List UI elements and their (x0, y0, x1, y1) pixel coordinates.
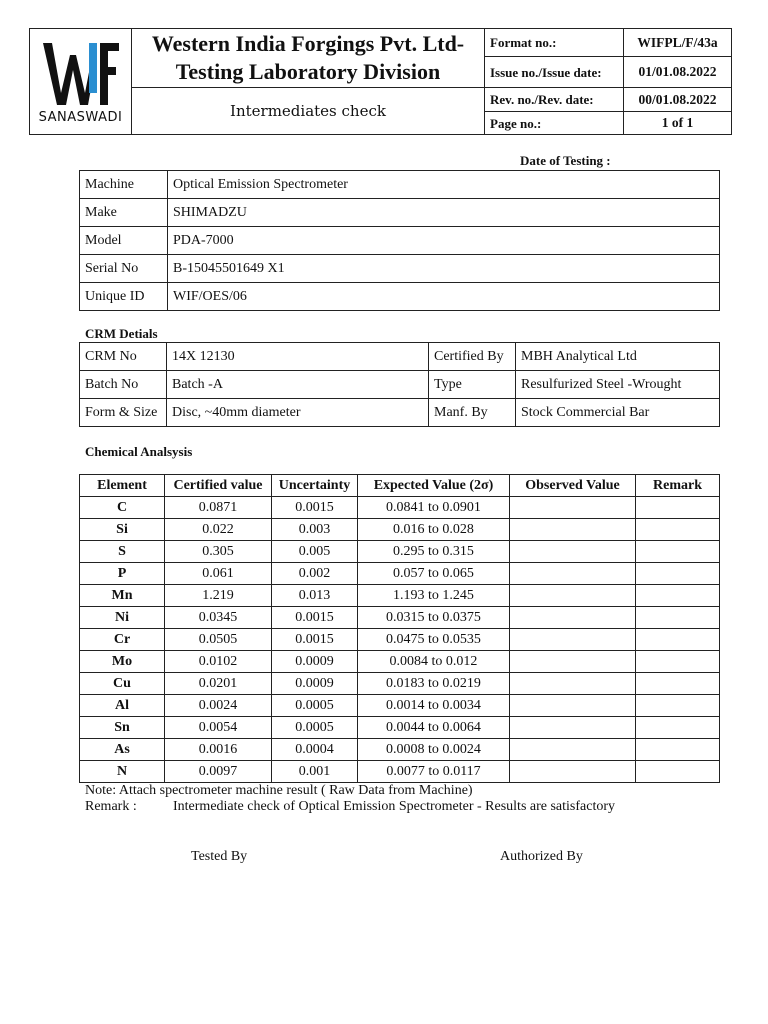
chem-section-title: Chemical Analsysis (85, 444, 193, 459)
table-row (80, 399, 720, 427)
observed-value-cell (510, 651, 636, 673)
certified-value-cell: 0.0024 (165, 695, 272, 717)
remark-cell (636, 585, 720, 607)
observed-value-cell (510, 607, 636, 629)
uncertainty-cell: 0.003 (272, 519, 358, 541)
page-no-value: 1 of 1 (624, 112, 732, 135)
certified-by-value: MBH Analytical Ltd (516, 343, 720, 371)
rev-no-value: 00/01.08.2022 (624, 88, 732, 112)
observed-value-cell (510, 739, 636, 761)
document-subtitle: Intermediates check (132, 88, 485, 135)
observed-value-cell (510, 629, 636, 651)
serial-no-label: Serial No (80, 255, 168, 283)
table-header-row (80, 475, 720, 497)
uncertainty-cell: 0.002 (272, 563, 358, 585)
uncertainty-cell: 0.0009 (272, 673, 358, 695)
expected-value-cell: 0.016 to 0.028 (358, 519, 510, 541)
table-row (80, 607, 720, 629)
observed-value-cell (510, 717, 636, 739)
make-label: Make (80, 199, 168, 227)
uncertainty-cell: 0.0015 (272, 629, 358, 651)
certified-by-label: Certified By (429, 343, 516, 371)
uncertainty-cell: 0.0009 (272, 651, 358, 673)
table-row (80, 541, 720, 563)
remark-cell (636, 541, 720, 563)
expected-value-cell: 0.0077 to 0.0117 (358, 761, 510, 783)
certified-value-cell: 0.0016 (165, 739, 272, 761)
element-cell: Mo (80, 651, 165, 673)
column-header: Uncertainty (272, 475, 358, 497)
table-row (80, 695, 720, 717)
chemical-analysis-table (79, 474, 720, 783)
column-header: Expected Value (2σ) (358, 475, 510, 497)
crm-no-label: CRM No (80, 343, 167, 371)
expected-value-cell: 0.057 to 0.065 (358, 563, 510, 585)
certified-value-cell: 0.0201 (165, 673, 272, 695)
expected-value-cell: 0.0008 to 0.0024 (358, 739, 510, 761)
observed-value-cell (510, 563, 636, 585)
format-no-label: Format no.: (485, 29, 624, 57)
observed-value-cell (510, 673, 636, 695)
column-header: Certified value (165, 475, 272, 497)
tested-by-label: Tested By (191, 849, 248, 864)
remark-label: Remark : (85, 799, 137, 814)
observed-value-cell (510, 761, 636, 783)
table-row (80, 343, 720, 371)
column-header: Observed Value (510, 475, 636, 497)
table-row (80, 497, 720, 519)
remark-cell (636, 607, 720, 629)
table-row (80, 739, 720, 761)
expected-value-cell: 0.0044 to 0.0064 (358, 717, 510, 739)
date-of-testing-label: Date of Testing : (520, 153, 611, 168)
remark-cell (636, 761, 720, 783)
observed-value-cell (510, 541, 636, 563)
column-header: Remark (636, 475, 720, 497)
wif-logo-icon (43, 41, 119, 107)
element-cell: Ni (80, 607, 165, 629)
element-cell: P (80, 563, 165, 585)
remark-cell (636, 563, 720, 585)
expected-value-cell: 0.295 to 0.315 (358, 541, 510, 563)
type-value: Resulfurized Steel -Wrought (516, 371, 720, 399)
uncertainty-cell: 0.005 (272, 541, 358, 563)
observed-value-cell (510, 585, 636, 607)
remark-cell (636, 717, 720, 739)
column-header: Element (80, 475, 165, 497)
company-title (132, 29, 485, 88)
remark-text: Intermediate check of Optical Emission Spectrometer - Results are satisfactory (173, 799, 616, 814)
table-row (80, 761, 720, 783)
authorized-by-label: Authorized By (500, 849, 583, 864)
document-header (29, 28, 732, 135)
element-cell: N (80, 761, 165, 783)
certified-value-cell: 1.219 (165, 585, 272, 607)
model-value: PDA-7000 (168, 227, 720, 255)
element-cell: Al (80, 695, 165, 717)
certified-value-cell: 0.0054 (165, 717, 272, 739)
table-row (80, 629, 720, 651)
observed-value-cell (510, 519, 636, 541)
table-row (80, 171, 720, 199)
model-label: Model (80, 227, 168, 255)
uncertainty-cell: 0.001 (272, 761, 358, 783)
remark-cell (636, 629, 720, 651)
uncertainty-cell: 0.0005 (272, 695, 358, 717)
table-row (80, 519, 720, 541)
certified-value-cell: 0.0102 (165, 651, 272, 673)
crm-section-title: CRM Detials (85, 326, 158, 341)
company-line2: Testing Laboratory Division (175, 59, 441, 84)
certified-value-cell: 0.0505 (165, 629, 272, 651)
form-size-value: Disc, ~40mm diameter (167, 399, 429, 427)
unique-id-label: Unique ID (80, 283, 168, 311)
table-row (80, 717, 720, 739)
observed-value-cell (510, 497, 636, 519)
crm-table (79, 342, 720, 427)
make-value: SHIMADZU (168, 199, 720, 227)
element-cell: Si (80, 519, 165, 541)
page-no-label: Page no.: (485, 112, 624, 135)
expected-value-cell: 0.0014 to 0.0034 (358, 695, 510, 717)
expected-value-cell: 0.0315 to 0.0375 (358, 607, 510, 629)
issue-no-value: 01/01.08.2022 (624, 57, 732, 88)
serial-no-value: B-15045501649 X1 (168, 255, 720, 283)
type-label: Type (429, 371, 516, 399)
table-row (80, 283, 720, 311)
expected-value-cell: 0.0841 to 0.0901 (358, 497, 510, 519)
crm-no-value: 14X 12130 (167, 343, 429, 371)
form-size-label: Form & Size (80, 399, 167, 427)
expected-value-cell: 0.0084 to 0.012 (358, 651, 510, 673)
unique-id-value: WIF/OES/06 (168, 283, 720, 311)
certified-value-cell: 0.305 (165, 541, 272, 563)
expected-value-cell: 1.193 to 1.245 (358, 585, 510, 607)
remark-cell (636, 651, 720, 673)
remark-cell (636, 497, 720, 519)
logo-caption: SANASWADI (38, 110, 123, 125)
observed-value-cell (510, 695, 636, 717)
certified-value-cell: 0.0097 (165, 761, 272, 783)
manf-by-label: Manf. By (429, 399, 516, 427)
uncertainty-cell: 0.0015 (272, 607, 358, 629)
table-row (80, 255, 720, 283)
remark-cell (636, 519, 720, 541)
logo (30, 29, 132, 135)
batch-no-value: Batch -A (167, 371, 429, 399)
table-row (80, 585, 720, 607)
table-row (80, 651, 720, 673)
table-row (80, 371, 720, 399)
machine-label: Machine (80, 171, 168, 199)
rev-no-label: Rev. no./Rev. date: (485, 88, 624, 112)
certified-value-cell: 0.0871 (165, 497, 272, 519)
table-row (80, 199, 720, 227)
uncertainty-cell: 0.013 (272, 585, 358, 607)
company-line1: Western India Forgings Pvt. Ltd- (151, 31, 465, 56)
element-cell: Mn (80, 585, 165, 607)
batch-no-label: Batch No (80, 371, 167, 399)
element-cell: S (80, 541, 165, 563)
certified-value-cell: 0.0345 (165, 607, 272, 629)
table-row (80, 227, 720, 255)
machine-table (79, 170, 720, 311)
table-row (80, 563, 720, 585)
table-row (80, 673, 720, 695)
expected-value-cell: 0.0475 to 0.0535 (358, 629, 510, 651)
uncertainty-cell: 0.0005 (272, 717, 358, 739)
remark-cell (636, 739, 720, 761)
remark-cell (636, 673, 720, 695)
element-cell: C (80, 497, 165, 519)
uncertainty-cell: 0.0015 (272, 497, 358, 519)
expected-value-cell: 0.0183 to 0.0219 (358, 673, 510, 695)
machine-value: Optical Emission Spectrometer (168, 171, 720, 199)
certified-value-cell: 0.061 (165, 563, 272, 585)
element-cell: Cu (80, 673, 165, 695)
element-cell: As (80, 739, 165, 761)
element-cell: Cr (80, 629, 165, 651)
element-cell: Sn (80, 717, 165, 739)
uncertainty-cell: 0.0004 (272, 739, 358, 761)
issue-no-label: Issue no./Issue date: (485, 57, 624, 88)
certified-value-cell: 0.022 (165, 519, 272, 541)
note-text: Note: Attach spectrometer machine result ( Raw Data from Machine) (85, 783, 473, 798)
format-no-value: WIFPL/F/43a (624, 29, 732, 57)
remark-cell (636, 695, 720, 717)
manf-by-value: Stock Commercial Bar (516, 399, 720, 427)
